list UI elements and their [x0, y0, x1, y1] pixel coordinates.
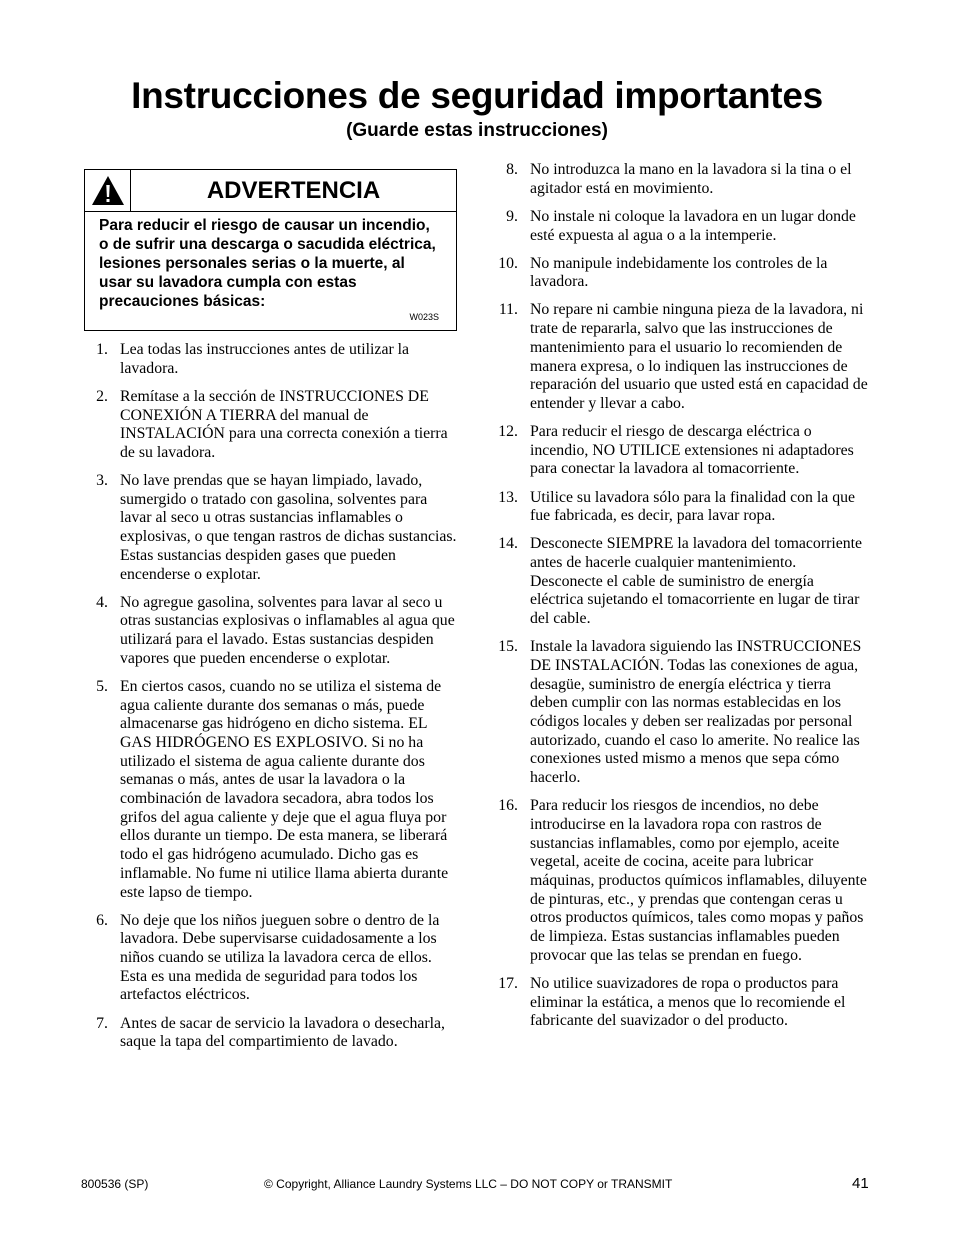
item-text: No repare ni cambie ninguna pieza de la lavadora, ni trate de repararla, salvo que las instrucciones de mantenimiento para el usuario lo recomienden de manera expresa, o lo indiquen las instrucciones de reparación del usuario que usted está en capacidad de entender y llevar a cabo. [530, 301, 868, 412]
page-title: Instrucciones de seguridad importantes [131, 75, 823, 116]
warning-box [84, 169, 457, 331]
item-number: 5. [96, 677, 108, 695]
list-item [494, 161, 870, 198]
warning-triangle-icon [91, 175, 125, 206]
list-item [494, 208, 870, 245]
list-item [494, 975, 870, 1031]
item-text: No manipule indebidamente los controles de la lavadora. [530, 254, 828, 291]
list-item [494, 535, 870, 629]
list-item [494, 423, 870, 479]
item-text: No lave prendas que se hayan limpiado, lavado, sumergido o tratado con gasolina, solventes para lavar al seco u otras sustancias inflamables o explosivas, o que tengan rastros de dichas sustancias. Estas sustancias despiden gases que pueden encenderse o explotar. [120, 472, 457, 583]
item-number: 15. [498, 638, 518, 656]
list-item [84, 594, 458, 669]
item-text: Antes de sacar de servicio la lavadora o desecharla, saque la tapa del compartimiento de lavado. [120, 1014, 445, 1051]
list-item [494, 489, 870, 526]
item-text: Para reducir los riesgos de incendios, no debe introducirse en la lavadora ropa con rastros de sustancias inflamables, como por ejemplo, aceite vegetal, aceite de cocina, aceite para lubricar máquinas, productos químicos inflamables, diluyente de pinturas, etc., y prendas que contengan ceras u otros productos químicos, tales como mopas y paños de limpieza. Estas sustancias inflamables pueden provocar que las telas se prendan en fuego. [530, 797, 867, 964]
footer-doc-number: 800536 (SP) [81, 1177, 149, 1191]
page-subtitle: (Guarde estas instrucciones) [346, 120, 608, 141]
warning-title: ADVERTENCIA [206, 177, 381, 204]
warning-code: W023S [409, 312, 439, 322]
list-item [84, 912, 458, 1006]
item-number: 7. [96, 1014, 108, 1032]
item-number: 4. [96, 593, 108, 611]
item-number: 11. [498, 301, 518, 319]
instructions-list-left [84, 341, 458, 1061]
item-text: No deje que los niños jueguen sobre o dentro de la lavadora. Debe supervisarse cuidadosamente a los niños cuando se utiliza la lavadora cerca de ellos. Esta es una medida de seguridad para todos los artefactos eléctricos. [120, 911, 440, 1004]
item-number: 6. [96, 911, 108, 929]
item-number: 17. [498, 974, 518, 992]
item-number: 12. [498, 423, 518, 440]
item-text: Desconecte SIEMPRE la lavadora del tomacorriente antes de hacerle cualquier mantenimiento. Desconecte el cable de suministro de energía eléctrica sujetando el tomacorriente en lugar de tirar del cable. [530, 535, 863, 628]
list-item [84, 678, 458, 902]
item-number: 9. [506, 207, 518, 225]
item-text: No agregue gasolina, solventes para lavar al seco u otras sustancias explosivas o inflamables al agua que utilizará para el lavado. Estas sustancias despiden vapores que pueden encenderse o explotar. [120, 593, 455, 667]
footer-page-number: 41 [852, 1175, 869, 1192]
footer-copyright: © Copyright, Alliance Laundry Systems LLC – DO NOT COPY or TRANSMIT [264, 1177, 673, 1191]
list-item [494, 638, 870, 788]
item-text: No introduzca la mano en la lavadora si la tina o el agitador está en movimiento. [530, 161, 852, 197]
item-text: En ciertos casos, cuando no se utiliza el sistema de agua caliente durante dos semanas o más, puede almacenarse gas hidrógeno en dicho sistema. EL GAS HIDRÓGENO ES EXPLOSIVO. Si no ha utilizado el sistema de agua caliente durante dos semanas o más, antes de usar la lavadora o la combinación de lavadora secadora, abra todos los grifos del agua caliente y deje que el agua fluya por ellos durante un tiempo. De esta manera, se liberará todo el gas hidrógeno acumulado. Dicho gas es inflamable. No fume ni utilice llama abierta durante este lapso de tiempo. [120, 677, 449, 901]
item-number: 10. [498, 254, 518, 272]
item-text: Remítase a la sección de INSTRUCCIONES DE CONEXIÓN A TIERRA del manual de INSTALACIÓN para una correcta conexión a tierra de su lavadora. [120, 387, 448, 461]
item-text: No utilice suavizadores de ropa o productos para eliminar la estática, a menos que lo recomiende el fabricante del suavizador o del producto. [530, 974, 846, 1030]
item-text: Utilice su lavadora sólo para la finalidad con la que fue fabricada, es decir, para lavar ropa. [530, 488, 856, 525]
item-number: 1. [96, 341, 108, 358]
list-item [494, 301, 870, 413]
list-item [84, 341, 458, 378]
list-item [84, 388, 458, 463]
warning-icon-cell [85, 170, 131, 211]
warning-header [85, 170, 456, 212]
warning-text: Para reducir el riesgo de causar un incendio, o de sufrir una descarga o sacudida eléctrica, lesiones personales serias o la muerte, al usar su lavadora cumpla con estas precauciones básicas: [99, 217, 436, 310]
list-item [84, 1015, 458, 1052]
item-text: Para reducir el riesgo de descarga eléctrica o incendio, NO UTILICE extensiones ni adaptadores para conectar la lavadora al tomacorriente. [530, 423, 854, 478]
item-number: 3. [96, 472, 108, 489]
item-text: No instale ni coloque la lavadora en un lugar donde esté expuesta al agua o a la intemperie. [530, 207, 856, 244]
list-item [494, 797, 870, 965]
item-text: Instale la lavadora siguiendo las INSTRUCCIONES DE INSTALACIÓN. Todas las conexiones de agua, desagüe, suministro de energía eléctrica y tierra deben cumplir con las normas establecidas en los códigos locales y deben ser realizadas por personal autorizado, cuando el caso lo amerite. No realice las conexiones usted mismo a menos que sepa cómo hacerlo. [530, 638, 862, 787]
list-item [494, 255, 870, 292]
item-number: 16. [498, 797, 518, 815]
item-text: Lea todas las instrucciones antes de utilizar la lavadora. [120, 341, 410, 377]
item-number: 8. [506, 161, 518, 178]
list-item [84, 472, 458, 584]
instructions-list-right [494, 161, 870, 1040]
item-number: 13. [498, 488, 518, 506]
item-number: 14. [498, 535, 518, 553]
item-number: 2. [96, 387, 108, 405]
